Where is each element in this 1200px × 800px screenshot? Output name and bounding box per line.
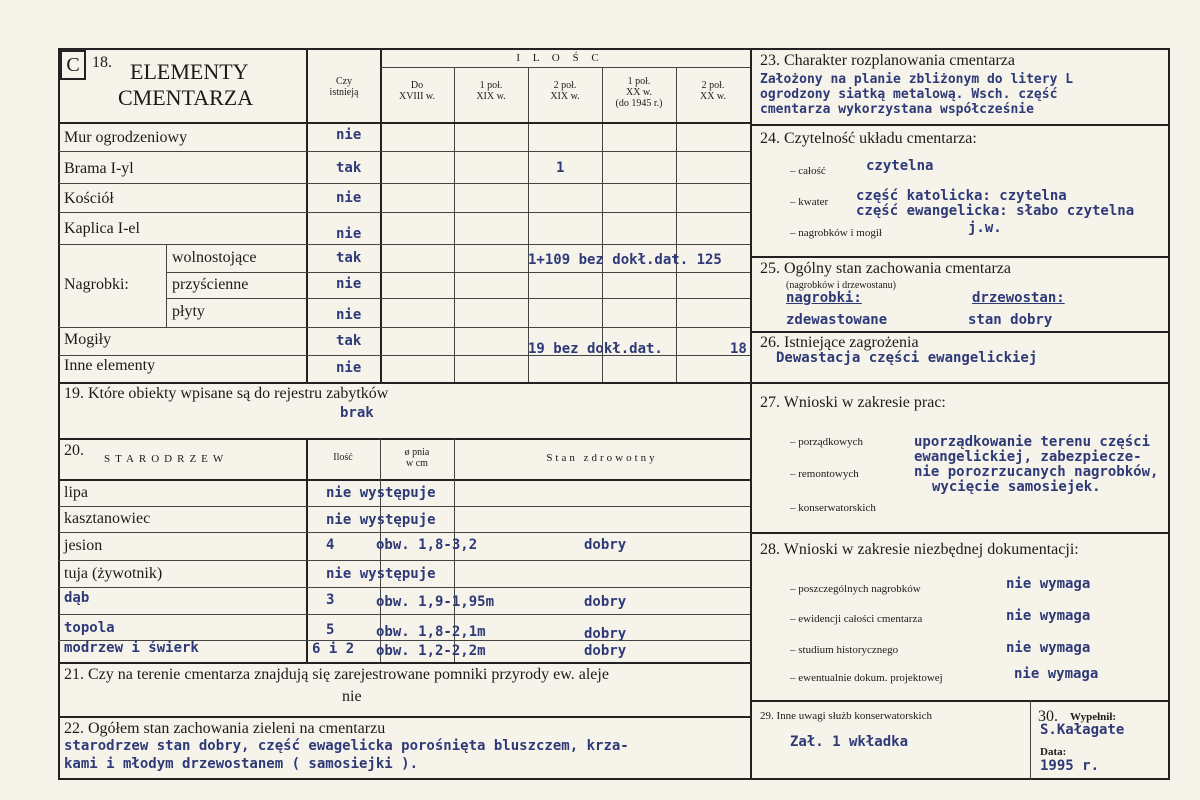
- q24-nagrobkow-label: – nagrobków i mogił: [790, 227, 882, 239]
- tree-name-jesion: jesion: [64, 537, 103, 554]
- row-label-nagrobki: Nagrobki:: [64, 276, 129, 293]
- sec20-top-line: [58, 438, 750, 440]
- q28-item-4-label: – ewentualnie dokum. projektowej: [790, 672, 943, 684]
- row-line-head: [58, 122, 750, 124]
- q28-item-3-val: nie wymaga: [1006, 640, 1091, 656]
- q22-answer-2: kami i młodym drzewostanem ( samosiejki ).: [64, 756, 419, 772]
- row-line-5: [166, 272, 750, 273]
- col-line-p2: [454, 67, 455, 382]
- row-label-plyty: płyty: [172, 303, 205, 320]
- q23-label: 23. Charakter rozplanowania cmentarza: [760, 52, 1015, 69]
- tree-diam-dab: obw. 1,9-1,95m: [376, 594, 495, 610]
- q30-filled-label: Wypełnił:: [1070, 711, 1117, 723]
- q29-answer: Zał. 1 wkładka: [790, 734, 909, 750]
- tree-count-topola: 5: [326, 622, 335, 638]
- q27-porz-label: – porządkowych: [790, 436, 864, 448]
- q25-nagrobki-label: nagrobki:: [786, 290, 862, 306]
- tree-name-modrzew: modrzew i świerk: [64, 640, 199, 656]
- q25-label: 25. Ogólny stan zachowania cmentarza: [760, 260, 1012, 277]
- row-line-1: [58, 151, 750, 152]
- sec25-top-line: [750, 256, 1170, 258]
- sec21-top-line: [58, 662, 750, 664]
- q20-title: STARODRZEW: [104, 453, 229, 465]
- q27-line-1: uporządkowanie terenu części: [914, 434, 1151, 450]
- row-exists-inne: nie: [336, 360, 362, 376]
- q29-label: 29. Inne uwagi służb konserwatorskich: [760, 710, 932, 722]
- period-3-l1: 2 poł.: [553, 80, 577, 91]
- period-4-l3: (do 1945 r.): [615, 98, 663, 109]
- frame-bottom: [58, 778, 1170, 780]
- q28-item-2-val: nie wymaga: [1006, 608, 1091, 624]
- q28-item-4-val: nie wymaga: [1014, 666, 1099, 682]
- q22-label: 22. Ogółem stan zachowania zieleni na cmentarzu: [64, 720, 386, 737]
- col-line-p3: [528, 67, 529, 382]
- tree-name-tuja: tuja (żywotnik): [64, 565, 163, 582]
- period-2-l2: XIX w.: [476, 91, 506, 102]
- q27-konserw-label: – konserwatorskich: [790, 502, 876, 514]
- q26-label: 26. Istniejące zagrożenia: [760, 334, 919, 351]
- q23-line-1: Założony na planie zbliżonym do litery L: [760, 72, 1074, 87]
- tree-diam-topola: obw. 1,8-2,1m: [376, 624, 486, 640]
- row-exists-kosciol: nie: [336, 190, 362, 206]
- q28-label: 28. Wnioski w zakresie niezbędnej dokumentacji:: [760, 541, 1079, 558]
- tree-count-kasztanowiec: nie występuje: [326, 512, 436, 528]
- row-line-4: [58, 244, 750, 245]
- tree-count-dab: 3: [326, 592, 335, 608]
- row-count-brama: 1: [556, 160, 565, 176]
- row-exists-plyty: nie: [336, 307, 362, 323]
- sec27-top-line: [750, 382, 1170, 384]
- sec20-row-line-2: [58, 532, 750, 533]
- q27-remont-label: – remontowych: [790, 468, 859, 480]
- frame-right: [1168, 48, 1170, 780]
- tree-count-tuja: nie występuje: [326, 566, 436, 582]
- sec20-row-line-3: [58, 560, 750, 561]
- row-count-mogily: 19 bez dokł.dat.: [528, 341, 663, 357]
- period-4-l1: 1 poł.: [627, 76, 651, 87]
- sec29-30-divider: [1030, 700, 1031, 780]
- q24-calosc-label: – całość: [790, 165, 826, 177]
- row-label-mur: Mur ogrodzeniowy: [64, 129, 188, 146]
- sec28-top-line: [750, 532, 1170, 534]
- col-line-p5: [676, 67, 677, 382]
- row-exists-mur: nie: [336, 127, 362, 143]
- period-2-l1: 1 poł.: [479, 80, 503, 91]
- q24-nagrobkow: j.w.: [968, 220, 1002, 236]
- row-label-kaplica: Kaplica I-el: [64, 220, 140, 237]
- tree-count-modrzew: 6 i 2: [312, 641, 355, 657]
- nagrobki-divider: [166, 244, 167, 327]
- q30-filled: S.Kałagate: [1040, 722, 1125, 738]
- col-exists-head-1: Czy: [335, 76, 353, 87]
- row-exists-brama: tak: [336, 160, 362, 176]
- q24-kwater-label: – kwater: [790, 196, 829, 208]
- q28-item-2-label: – ewidencji całości cmentarza: [790, 613, 923, 625]
- q23-line-3: cmentarza wykorzystana współcześnie: [760, 102, 1034, 117]
- sec29-top-line: [750, 700, 1170, 702]
- period-1-l1: Do: [410, 80, 424, 91]
- sec26-top-line: [750, 331, 1170, 333]
- q27-line-3: nie porozrzucanych nagrobków,: [914, 464, 1159, 480]
- sec24-top-line: [750, 124, 1170, 126]
- sec22-top-line: [58, 716, 750, 718]
- sec20-row-line-5: [58, 614, 750, 615]
- section-title-2: CMENTARZA: [118, 85, 254, 110]
- period-4-l2: XX w.: [625, 87, 652, 98]
- tree-count-jesion: 4: [326, 537, 335, 553]
- ilosc-heading: I L O Ś C: [516, 52, 604, 64]
- row-label-kosciol: Kościół: [64, 190, 114, 207]
- q30-num: 30.: [1038, 708, 1058, 725]
- frame-top: [58, 48, 1170, 50]
- row-label-inne: Inne elementy: [64, 357, 156, 374]
- row-line-7: [58, 327, 750, 328]
- tree-name-lipa: lipa: [64, 484, 88, 501]
- col-line-p4: [602, 67, 603, 382]
- tree-health-modrzew: dobry: [584, 643, 627, 659]
- col-line-exists: [306, 48, 308, 382]
- section-letter-box: C: [60, 50, 86, 80]
- tree-health-topola: dobry: [584, 626, 627, 642]
- tree-health-jesion: dobry: [584, 537, 627, 553]
- q20-col-health: Stan zdrowotny: [546, 452, 658, 464]
- sec19-top-line: [58, 382, 750, 384]
- row-exists-mogily: tak: [336, 333, 362, 349]
- period-5-l2: XX w.: [699, 91, 726, 102]
- q19-answer: brak: [340, 405, 374, 421]
- sec20-row-line-4: [58, 587, 750, 588]
- q28-item-3-label: – studium historycznego: [790, 644, 899, 656]
- row-exists-kaplica: nie: [336, 226, 362, 242]
- period-1-l2: XVIII w.: [398, 91, 435, 102]
- ilosc-underline: [380, 67, 750, 68]
- q28-item-1-label: – poszczególnych nagrobków: [790, 583, 921, 595]
- section-title-1: ELEMENTY: [130, 59, 249, 84]
- q25-drzew-label: drzewostan:: [972, 290, 1065, 306]
- q22-answer-1: starodrzew stan dobry, część ewagelicka porośnięta bluszczem, krza-: [64, 738, 629, 754]
- row-count2-mogily: 18: [730, 341, 747, 357]
- row-label-brama: Brama I-yl: [64, 160, 134, 177]
- row-label-przysc: przyścienne: [172, 276, 249, 293]
- row-exists-przysc: nie: [336, 276, 362, 292]
- period-5-l1: 2 poł.: [701, 80, 725, 91]
- q24-label: 24. Czytelność układu cmentarza:: [760, 130, 977, 147]
- q30-date-label: Data:: [1040, 746, 1067, 758]
- tree-health-dab: dobry: [584, 594, 627, 610]
- q19-label: 19. Które obiekty wpisane są do rejestru zabytków: [64, 385, 389, 402]
- sec20-head-line: [58, 479, 750, 481]
- q25-sub: (nagrobków i drzewostanu): [786, 280, 896, 291]
- tree-diam-modrzew: obw. 1,2-2,2m: [376, 643, 486, 659]
- q27-line-4: wycięcie samosiejek.: [932, 479, 1101, 495]
- col-exists-head-2: istnieją: [329, 87, 359, 98]
- q28-item-1-val: nie wymaga: [1006, 576, 1091, 592]
- row-label-wolno: wolnostojące: [172, 249, 257, 266]
- q27-line-2: ewangelickiej, zabezpiecze-: [914, 449, 1142, 465]
- q25-nagrobki-val: zdewastowane: [786, 312, 888, 328]
- row-count-wolno: 1+109 bez dokł.dat. 125: [528, 252, 722, 268]
- q20-col-diam-2: w cm: [406, 458, 428, 469]
- q24-kwater-1: część katolicka: czytelna: [856, 188, 1067, 204]
- tree-diam-jesion: obw. 1,8-3,2: [376, 537, 478, 553]
- q30-date: 1995 r.: [1040, 758, 1100, 774]
- q20-num: 20.: [64, 442, 84, 459]
- section-number: 18.: [92, 54, 112, 71]
- q24-calosc: czytelna: [866, 158, 934, 174]
- period-3-l2: XIX w.: [550, 91, 580, 102]
- frame-left: [58, 48, 60, 780]
- row-line-2: [58, 183, 750, 184]
- tree-name-dab: dąb: [64, 590, 90, 606]
- q25-drzew-val: stan dobry: [968, 312, 1053, 328]
- tree-count-lipa: nie występuje: [326, 485, 436, 501]
- row-label-mogily: Mogiły: [64, 331, 112, 348]
- sec20-row-line-1: [58, 506, 750, 507]
- q21-answer: nie: [342, 688, 362, 705]
- sec20-col-1: [306, 438, 308, 662]
- q27-label: 27. Wnioski w zakresie prac:: [760, 394, 946, 411]
- frame-middle: [750, 48, 752, 780]
- row-line-6: [166, 298, 750, 299]
- q24-kwater-2: część ewangelicka: słabo czytelna: [856, 203, 1135, 219]
- q26-answer: Dewastacja części ewangelickiej: [776, 350, 1038, 366]
- q20-col-diam-1: ø pnia: [404, 447, 430, 458]
- q23-line-2: ogrodzony siatką metalową. Wsch. część: [760, 87, 1058, 102]
- row-exists-wolno: tak: [336, 250, 362, 266]
- row-line-3: [58, 212, 750, 213]
- tree-name-topola: topola: [64, 620, 115, 636]
- q21-label: 21. Czy na terenie cmentarza znajdują się zarejestrowane pomniki przyrody ew. aleje: [64, 666, 609, 683]
- q20-col-count: Ilość: [333, 452, 353, 463]
- tree-name-kasztanowiec: kasztanowiec: [64, 510, 151, 527]
